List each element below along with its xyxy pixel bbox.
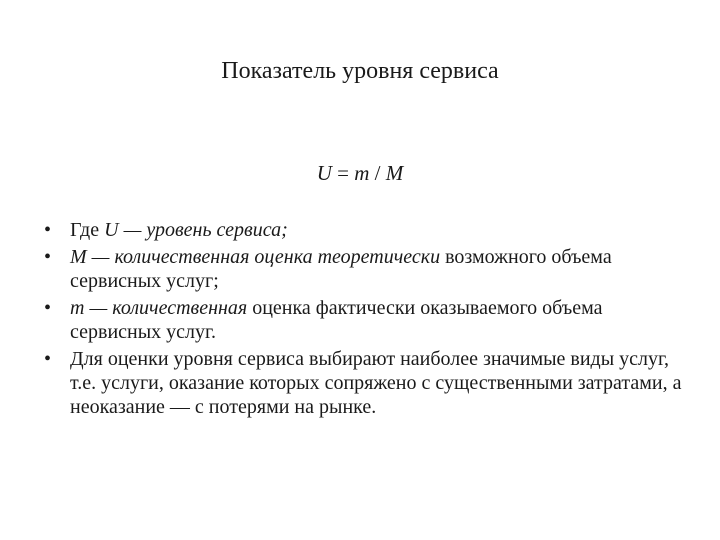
slide-title: Показатель уровня сервиса [221, 58, 499, 84]
bullet-item [44, 347, 684, 419]
bullet-text: возможного объема сервисных услуг; [70, 246, 612, 292]
bullet-item [44, 218, 684, 242]
formula [0, 160, 720, 186]
formula-equals: = [331, 161, 355, 185]
bullet-item [44, 245, 684, 293]
bullet-marker: • [44, 348, 52, 370]
bullet-text-italic: М — количественная оценка теоретически [70, 246, 441, 268]
bullet-text: Для оценки уровня сервиса выбирают наиболее значимые виды услуг, т.е. услуги, оказание которых сопряжено с существенными затратами, а неоказание — с потерями на рынке. [70, 348, 682, 418]
formula-lhs: U [316, 161, 332, 185]
formula-divide: / [369, 161, 386, 185]
bullet-list [44, 218, 684, 422]
bullet-marker: • [44, 297, 52, 319]
bullet-marker: • [44, 219, 52, 241]
bullet-text: Где [70, 219, 105, 241]
formula-denominator: M [385, 161, 404, 185]
formula-numerator: m [354, 161, 370, 185]
bullet-text-italic: U — уровень сервиса; [104, 219, 288, 241]
bullet-marker: • [44, 246, 52, 268]
bullet-text: оценка фактически оказываемого объема сервисных услуг. [70, 297, 603, 343]
bullet-text-italic: т — количественная [70, 297, 248, 319]
bullet-item [44, 296, 684, 344]
